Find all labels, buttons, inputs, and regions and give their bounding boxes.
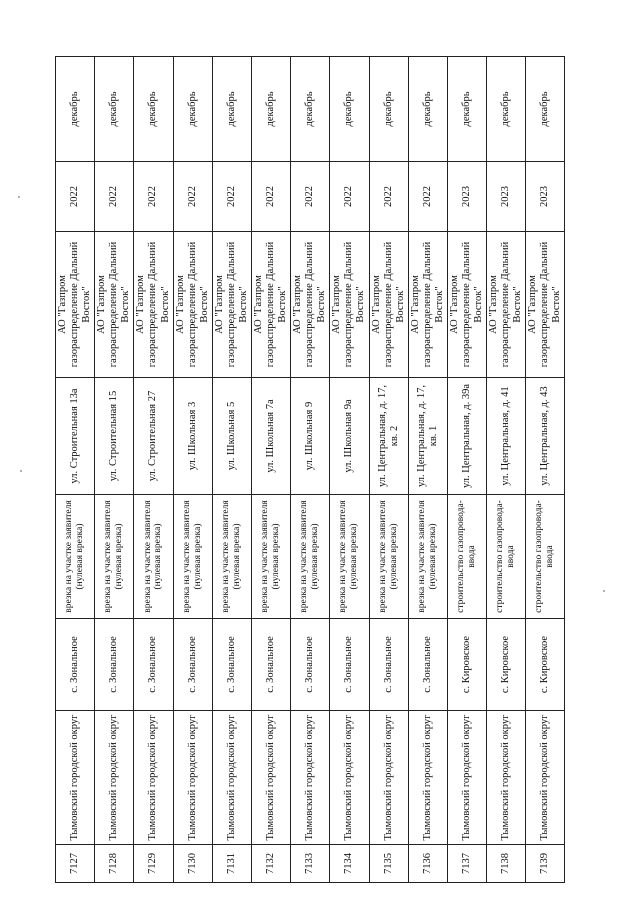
- row-number: 7135: [369, 845, 408, 883]
- district-cell: Тымовский городской округ: [173, 711, 212, 845]
- table-row: [369, 57, 408, 883]
- district-cell: Тымовский городской округ: [369, 711, 408, 845]
- address-cell: ул. Центральная, д. 41: [487, 378, 526, 495]
- organization-cell: АО "Газпром газораспределение Дальний Восток": [134, 232, 173, 378]
- work-type-cell: врезка на участке заявителя (нулевая врезка): [212, 495, 251, 619]
- month-cell: декабрь: [526, 57, 565, 162]
- address-cell: ул. Школьная 9: [291, 378, 330, 495]
- address-cell: ул. Школьная 9а: [330, 378, 369, 495]
- organization-cell: АО "Газпром газораспределение Дальний Восток": [447, 232, 486, 378]
- work-type-cell: врезка на участке заявителя (нулевая врезка): [173, 495, 212, 619]
- year-cell: 2022: [369, 162, 408, 232]
- row-number: 7139: [526, 845, 565, 883]
- district-cell: Тымовский городской округ: [526, 711, 565, 845]
- table-row: [291, 57, 330, 883]
- row-number: 7132: [251, 845, 290, 883]
- district-cell: Тымовский городской округ: [487, 711, 526, 845]
- year-cell: 2023: [487, 162, 526, 232]
- address-cell: ул. Строительная 13а: [56, 378, 95, 495]
- year-cell: 2022: [251, 162, 290, 232]
- work-type-cell: врезка на участке заявителя (нулевая врезка): [134, 495, 173, 619]
- table-row: [408, 57, 447, 883]
- district-cell: Тымовский городской округ: [330, 711, 369, 845]
- locality-cell: с. Зональное: [134, 619, 173, 711]
- scan-speck: [20, 470, 22, 472]
- organization-cell: АО "Газпром газораспределение Дальний Восток": [526, 232, 565, 378]
- address-cell: ул. Школьная 5: [212, 378, 251, 495]
- month-cell: декабрь: [487, 57, 526, 162]
- address-cell: ул. Школьная 7а: [251, 378, 290, 495]
- year-cell: 2023: [526, 162, 565, 232]
- locality-cell: с. Кировское: [487, 619, 526, 711]
- district-cell: Тымовский городской округ: [212, 711, 251, 845]
- table-row: [56, 57, 95, 883]
- locality-cell: с. Зональное: [330, 619, 369, 711]
- locality-cell: с. Зональное: [251, 619, 290, 711]
- address-cell: ул. Центральная, д. 17, кв. 2: [369, 378, 408, 495]
- work-type-cell: строительство газопровода-ввода: [487, 495, 526, 619]
- table-row: [526, 57, 565, 883]
- month-cell: декабрь: [95, 57, 134, 162]
- year-cell: 2022: [408, 162, 447, 232]
- table-row: [487, 57, 526, 883]
- year-cell: 2022: [134, 162, 173, 232]
- district-cell: Тымовский городской округ: [291, 711, 330, 845]
- row-number: 7137: [447, 845, 486, 883]
- locality-cell: с. Зональное: [95, 619, 134, 711]
- organization-cell: АО "Газпром газораспределение Дальний Восток": [95, 232, 134, 378]
- district-cell: Тымовский городской округ: [447, 711, 486, 845]
- locality-cell: с. Кировское: [526, 619, 565, 711]
- address-cell: ул. Центральная, д. 39а: [447, 378, 486, 495]
- work-type-cell: врезка на участке заявителя (нулевая врезка): [95, 495, 134, 619]
- row-number: 7131: [212, 845, 251, 883]
- row-number: 7127: [56, 845, 95, 883]
- address-cell: ул. Центральная, д. 17, кв. 1: [408, 378, 447, 495]
- locality-cell: с. Зональное: [408, 619, 447, 711]
- organization-cell: АО "Газпром газораспределение Дальний Восток": [330, 232, 369, 378]
- month-cell: декабрь: [173, 57, 212, 162]
- locality-cell: с. Зональное: [173, 619, 212, 711]
- work-type-cell: врезка на участке заявителя (нулевая врезка): [408, 495, 447, 619]
- address-cell: ул. Строительная 27: [134, 378, 173, 495]
- year-cell: 2022: [95, 162, 134, 232]
- work-type-cell: врезка на участке заявителя (нулевая врезка): [369, 495, 408, 619]
- month-cell: декабрь: [330, 57, 369, 162]
- year-cell: 2022: [56, 162, 95, 232]
- table-row: [212, 57, 251, 883]
- year-cell: 2022: [212, 162, 251, 232]
- year-cell: 2023: [447, 162, 486, 232]
- district-cell: Тымовский городской округ: [56, 711, 95, 845]
- organization-cell: АО "Газпром газораспределение Дальний Восток": [212, 232, 251, 378]
- work-type-cell: врезка на участке заявителя (нулевая врезка): [56, 495, 95, 619]
- row-number: 7134: [330, 845, 369, 883]
- month-cell: декабрь: [369, 57, 408, 162]
- locality-cell: с. Кировское: [447, 619, 486, 711]
- table-row: [134, 57, 173, 883]
- scan-speck: [18, 196, 20, 198]
- district-cell: Тымовский городской округ: [134, 711, 173, 845]
- work-type-cell: строительство газопровода-ввода: [447, 495, 486, 619]
- organization-cell: АО "Газпром газораспределение Дальний Восток": [487, 232, 526, 378]
- work-type-cell: врезка на участке заявителя (нулевая врезка): [251, 495, 290, 619]
- locality-cell: с. Зональное: [212, 619, 251, 711]
- organization-cell: АО "Газпром газораспределение Дальний Восток": [56, 232, 95, 378]
- locality-cell: с. Зональное: [56, 619, 95, 711]
- organization-cell: АО "Газпром газораспределение Дальний Восток": [251, 232, 290, 378]
- year-cell: 2022: [330, 162, 369, 232]
- month-cell: декабрь: [251, 57, 290, 162]
- gasification-table: [55, 56, 565, 883]
- year-cell: 2022: [173, 162, 212, 232]
- month-cell: декабрь: [134, 57, 173, 162]
- table-row: [173, 57, 212, 883]
- month-cell: декабрь: [447, 57, 486, 162]
- table-row: [251, 57, 290, 883]
- table-row: [447, 57, 486, 883]
- locality-cell: с. Зональное: [369, 619, 408, 711]
- rotated-table-wrapper: [55, 57, 562, 883]
- month-cell: декабрь: [408, 57, 447, 162]
- month-cell: декабрь: [291, 57, 330, 162]
- district-cell: Тымовский городской округ: [95, 711, 134, 845]
- row-number: 7136: [408, 845, 447, 883]
- locality-cell: с. Зональное: [291, 619, 330, 711]
- organization-cell: АО "Газпром газораспределение Дальний Восток": [408, 232, 447, 378]
- work-type-cell: врезка на участке заявителя (нулевая врезка): [330, 495, 369, 619]
- organization-cell: АО "Газпром газораспределение Дальний Восток": [369, 232, 408, 378]
- table-row: [95, 57, 134, 883]
- month-cell: декабрь: [56, 57, 95, 162]
- work-type-cell: строительство газопровода-ввода: [526, 495, 565, 619]
- address-cell: ул. Школьная 3: [173, 378, 212, 495]
- organization-cell: АО "Газпром газораспределение Дальний Восток": [291, 232, 330, 378]
- work-type-cell: врезка на участке заявителя (нулевая врезка): [291, 495, 330, 619]
- table-body: [56, 57, 565, 883]
- district-cell: Тымовский городской округ: [251, 711, 290, 845]
- row-number: 7128: [95, 845, 134, 883]
- address-cell: ул. Строительная 15: [95, 378, 134, 495]
- row-number: 7129: [134, 845, 173, 883]
- row-number: 7130: [173, 845, 212, 883]
- table-row: [330, 57, 369, 883]
- row-number: 7133: [291, 845, 330, 883]
- district-cell: Тымовский городской округ: [408, 711, 447, 845]
- organization-cell: АО "Газпром газораспределение Дальний Восток": [173, 232, 212, 378]
- scan-speck: [603, 590, 605, 592]
- month-cell: декабрь: [212, 57, 251, 162]
- row-number: 7138: [487, 845, 526, 883]
- address-cell: ул. Центральная, д. 43: [526, 378, 565, 495]
- year-cell: 2022: [291, 162, 330, 232]
